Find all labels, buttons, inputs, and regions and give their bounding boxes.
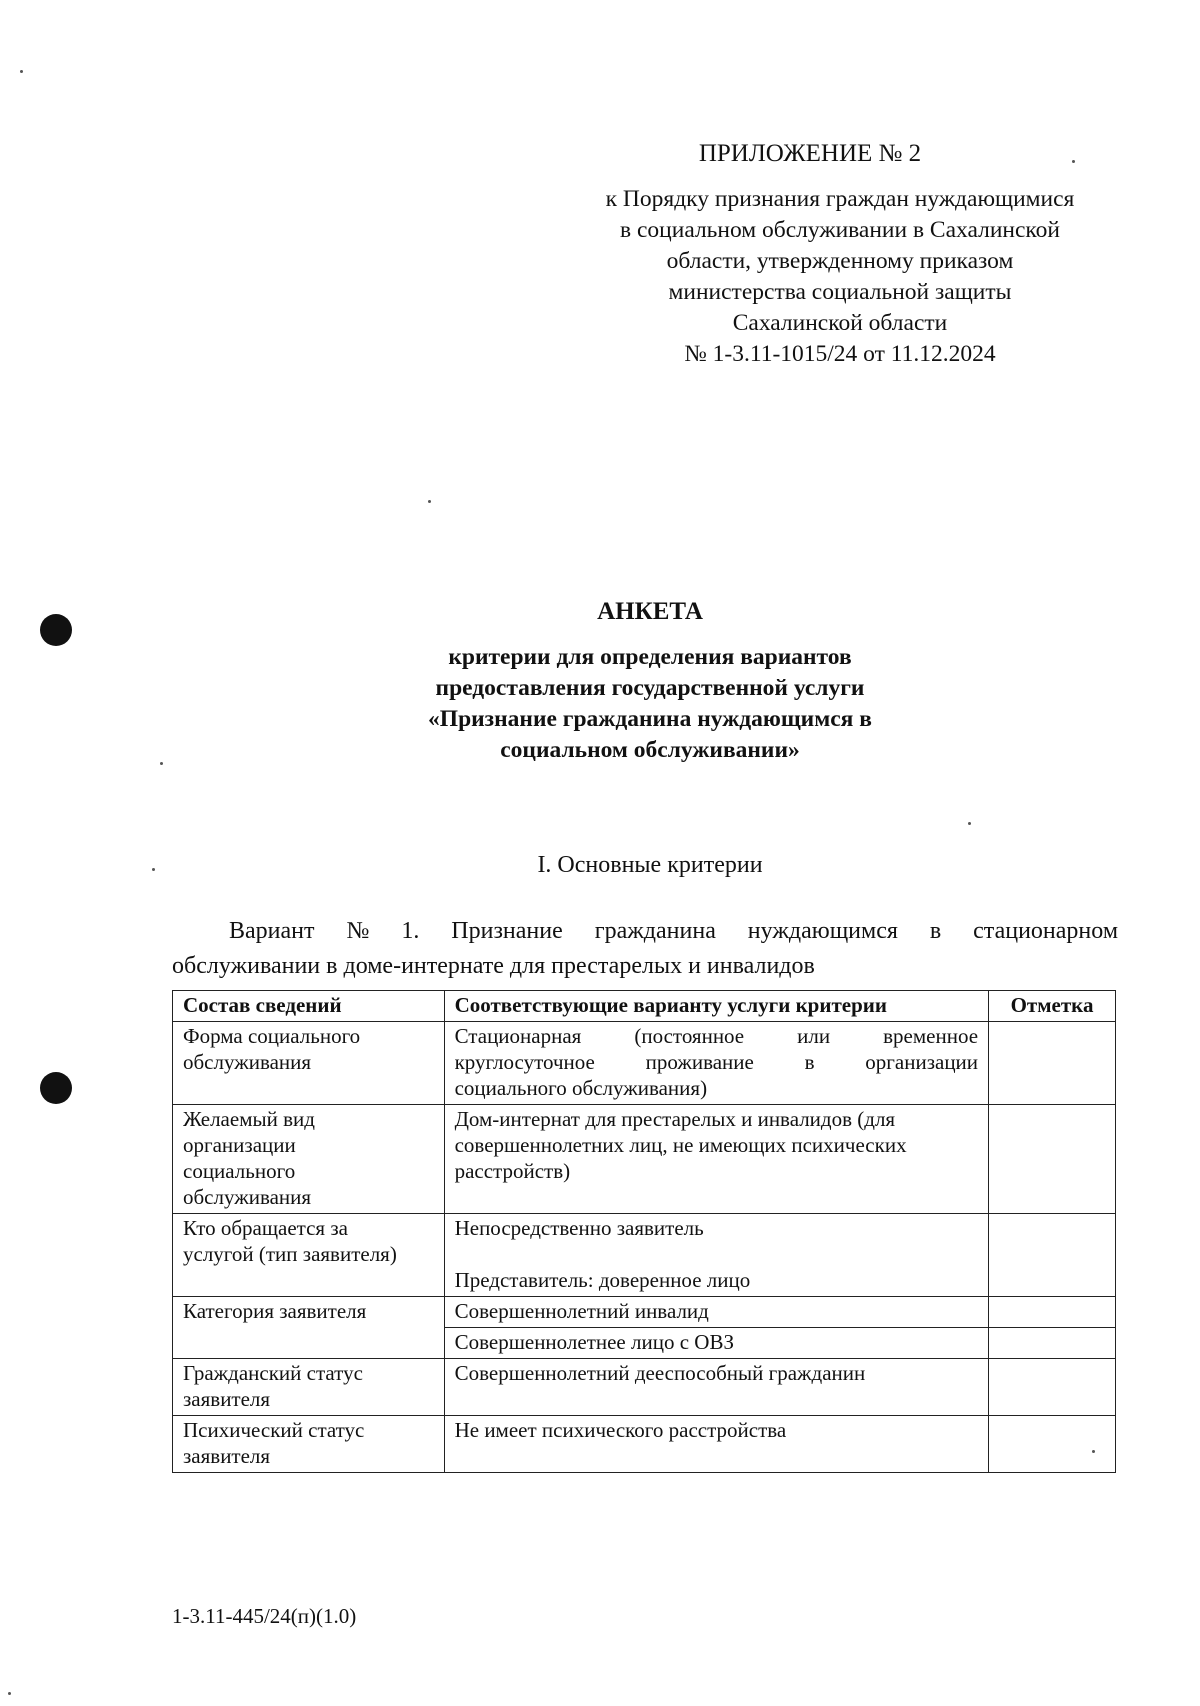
table-row-applicant-type — [173, 1214, 1116, 1297]
row-label-line: организации — [183, 1133, 296, 1157]
criteria-word: организации — [865, 1050, 979, 1074]
criteria-table — [172, 990, 1116, 1473]
form-subtitle-line: социальном обслуживании» — [500, 737, 800, 763]
row-label-line: Форма социального — [183, 1024, 361, 1048]
row-label-line: Желаемый вид — [183, 1107, 315, 1131]
row-label — [173, 1022, 445, 1105]
variant-word: стационарном — [973, 918, 1118, 944]
row-label-line: заявителя — [183, 1387, 271, 1411]
criteria-word: (постоянное — [634, 1024, 745, 1048]
table-row-mental-status — [173, 1416, 1116, 1473]
scan-speck — [968, 822, 971, 825]
variant-word: гражданина — [594, 918, 716, 944]
variant-line-2: обслуживании в доме-интернате для престарелых и инвалидов — [172, 953, 815, 979]
row-criteria — [444, 1214, 988, 1297]
mark-cell[interactable] — [989, 1416, 1116, 1473]
mark-cell[interactable] — [989, 1328, 1116, 1359]
scan-speck — [8, 1692, 11, 1695]
mark-cell[interactable] — [989, 1105, 1116, 1214]
row-label — [173, 1416, 445, 1473]
row-label-line: Психический статус — [183, 1418, 365, 1442]
row-criteria: Совершеннолетний инвалид — [444, 1297, 988, 1328]
mark-cell[interactable] — [989, 1022, 1116, 1105]
form-subtitle-line: предоставления государственной услуги — [435, 675, 865, 701]
criteria-line: расстройств) — [454, 1159, 571, 1183]
criteria-line: Непосредственно заявитель — [454, 1216, 704, 1240]
criteria-word: круглосуточное — [454, 1050, 595, 1074]
row-label-line: услугой (тип заявителя) — [183, 1242, 397, 1266]
table-row-civil-status — [173, 1359, 1116, 1416]
appendix-header — [540, 140, 1140, 370]
appendix-line: министерства социальной защиты — [668, 279, 1012, 305]
variant-word: в — [929, 918, 942, 944]
scan-speck — [20, 70, 23, 73]
appendix-line: в социальном обслуживании в Сахалинской — [620, 217, 1060, 243]
criteria-word: проживание — [645, 1050, 754, 1074]
scan-speck — [160, 762, 163, 765]
form-subtitle-line: критерии для определения вариантов — [448, 644, 852, 670]
criteria-line — [455, 1049, 978, 1075]
row-label-line: заявителя — [183, 1444, 271, 1468]
row-label-line: Кто обращается за — [183, 1216, 348, 1240]
table-row-form-of-service — [173, 1022, 1116, 1105]
variant-word: № — [346, 918, 370, 944]
criteria-line: Дом-интернат для престарелых и инвалидов (для — [454, 1107, 896, 1131]
appendix-line: области, утвержденному приказом — [666, 248, 1014, 274]
appendix-reference — [540, 184, 1140, 370]
column-header-criteria: Соответствующие варианту услуги критерии — [444, 991, 988, 1022]
criteria-word: Стационарная — [454, 1024, 582, 1048]
criteria-line: совершеннолетних лиц, не имеющих психических — [454, 1133, 907, 1157]
variant-word: Признание — [451, 918, 563, 944]
row-criteria — [444, 1105, 988, 1214]
scan-speck — [152, 868, 155, 871]
spacer — [455, 1241, 978, 1267]
row-label-line: социального — [183, 1159, 296, 1183]
form-subtitle-line: «Признание гражданина нуждающимся в — [428, 706, 872, 732]
row-label — [173, 1105, 445, 1214]
form-subtitle — [300, 642, 1000, 766]
criteria-word: в — [804, 1050, 815, 1074]
row-label — [173, 1214, 445, 1297]
row-criteria: Совершеннолетнее лицо с ОВЗ — [444, 1328, 988, 1359]
document-code: 1-3.11-445/24(п)(1.0) — [172, 1604, 357, 1628]
form-title: АНКЕТА — [597, 598, 703, 625]
variant-word: Вариант — [229, 918, 315, 944]
row-label-line: обслуживания — [183, 1050, 312, 1074]
column-header-info: Состав сведений — [173, 991, 445, 1022]
punch-hole-bottom — [40, 1072, 72, 1104]
criteria-line — [455, 1023, 978, 1049]
column-header-mark: Отметка — [989, 991, 1116, 1022]
mark-cell[interactable] — [989, 1214, 1116, 1297]
appendix-line: Сахалинской области — [732, 310, 948, 336]
variant-heading — [172, 914, 1118, 984]
appendix-line: № 1-3.11-1015/24 от 11.12.2024 — [684, 341, 996, 367]
criteria-line: Представитель: доверенное лицо — [454, 1268, 751, 1292]
appendix-line: к Порядку признания граждан нуждающимися — [605, 186, 1075, 212]
table-row-organization-type — [173, 1105, 1116, 1214]
table-header-row — [173, 991, 1116, 1022]
punch-hole-top — [40, 614, 72, 646]
variant-word: нуждающимся — [747, 918, 898, 944]
scan-speck — [428, 500, 431, 503]
appendix-title: ПРИЛОЖЕНИЕ № 2 — [698, 140, 922, 167]
variant-word: 1. — [401, 918, 420, 944]
row-criteria — [444, 1022, 988, 1105]
row-criteria: Не имеет психического расстройства — [444, 1416, 988, 1473]
row-criteria: Совершеннолетний дееспособный гражданин — [444, 1359, 988, 1416]
variant-line-1 — [172, 914, 1118, 949]
section-title: I. Основные критерии — [537, 852, 763, 878]
row-label-line: Гражданский статус — [183, 1361, 363, 1385]
row-label: Категория заявителя — [173, 1297, 445, 1359]
table-row-applicant-category — [173, 1297, 1116, 1328]
criteria-line: социального обслуживания) — [454, 1076, 708, 1100]
form-title-block — [300, 598, 1000, 766]
mark-cell[interactable] — [989, 1297, 1116, 1328]
criteria-word: временное — [883, 1024, 979, 1048]
criteria-word: или — [797, 1024, 831, 1048]
row-label — [173, 1359, 445, 1416]
mark-cell[interactable] — [989, 1359, 1116, 1416]
row-label-line: обслуживания — [183, 1185, 312, 1209]
